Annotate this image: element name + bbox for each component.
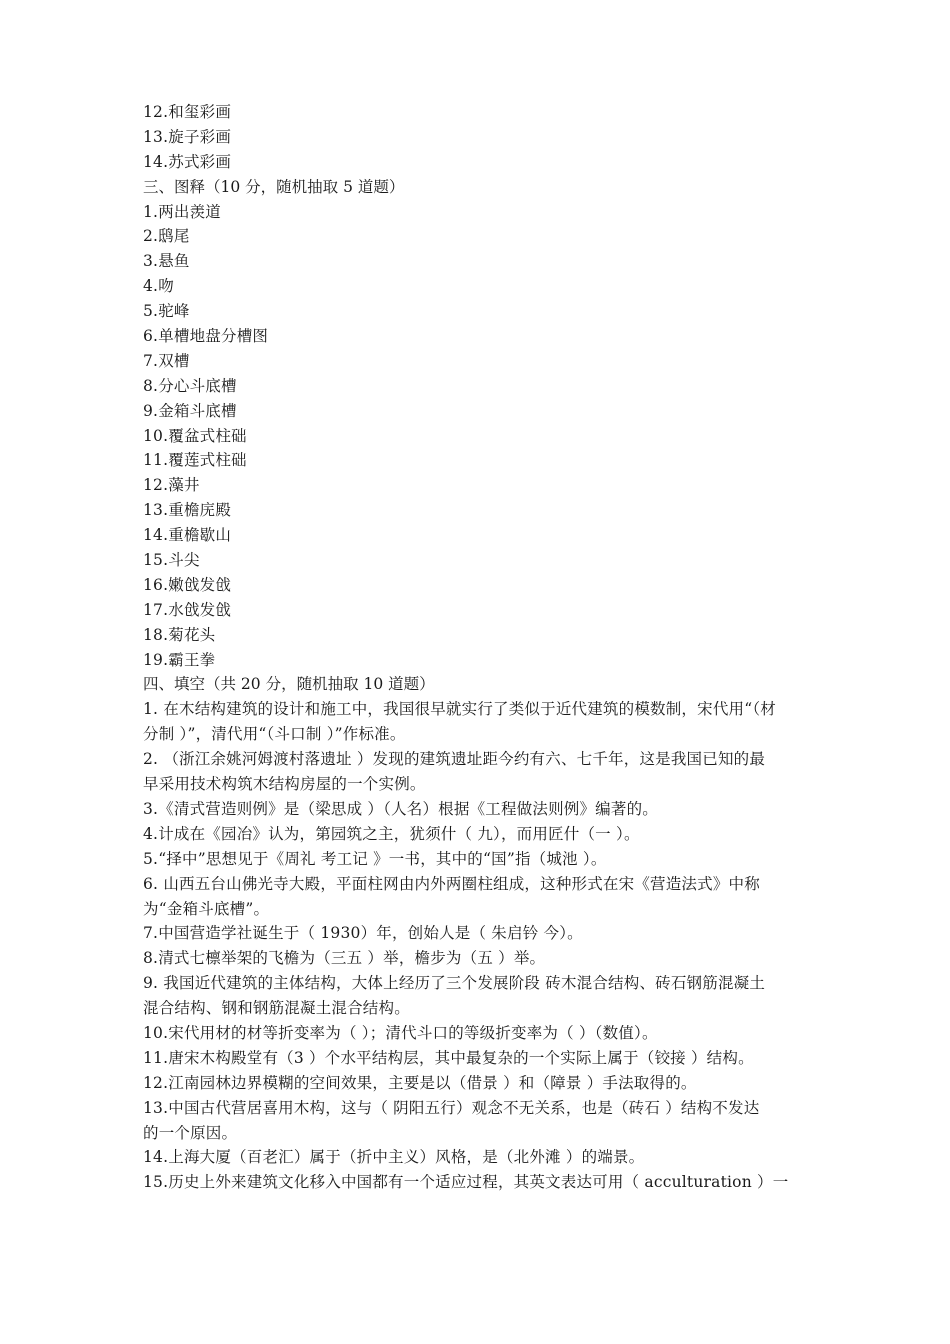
question-line: 9. 我国近代建筑的主体结构，大体上经历了三个发展阶段 砖木混合结构、砖石钢筋混凝土 bbox=[143, 974, 766, 993]
question-line: 14.上海大厦（百老汇）属于（折中主义）风格，是（北外滩 ）的端景。 bbox=[143, 1148, 645, 1167]
list-item: 17.水戗发戗 bbox=[143, 600, 232, 619]
question-line: 13.中国古代营居喜用木构，这与（ 阴阳五行）观念不无关系，也是（砖石 ）结构不发达 bbox=[143, 1098, 760, 1117]
question-line: 15.历史上外来建筑文化移入中国都有一个适应过程，其英文表达可用（ acculturation ）一 bbox=[143, 1173, 789, 1192]
section-illustration bbox=[143, 175, 815, 673]
question-line: 早采用技术构筑木结构房屋的一个实例。 bbox=[143, 775, 426, 794]
list-item: 5.驼峰 bbox=[143, 302, 190, 321]
question-line: 12.江南园林边界模糊的空间效果，主要是以（借景 ）和（障景 ）手法取得的。 bbox=[143, 1073, 697, 1092]
question-line: 分制 ）”，清代用“（斗口制 ）”作标准。 bbox=[143, 725, 406, 744]
list-item: 1.两出羡道 bbox=[143, 202, 221, 221]
list-item: 13.旋子彩画 bbox=[143, 127, 232, 146]
list-item: 2.鸱尾 bbox=[143, 227, 190, 246]
list-item: 8.分心斗底槽 bbox=[143, 376, 237, 395]
list-item: 7.双槽 bbox=[143, 351, 190, 370]
document-page bbox=[143, 100, 815, 1195]
list-item: 12.和玺彩画 bbox=[143, 103, 232, 121]
list-item: 19.霸王拳 bbox=[143, 650, 216, 669]
section-heading: 三、图释（10 分，随机抽取 5 道题） bbox=[143, 177, 405, 196]
question-line: 4.计成在《园冶》认为，第园筑之主，犹须什（ 九），而用匠什（一 ）。 bbox=[143, 824, 640, 843]
list-tail bbox=[143, 100, 815, 175]
question-line: 7.中国营造学社诞生于（ 1930）年，创始人是（ 朱启钤 今）。 bbox=[143, 924, 583, 943]
list-item: 10.覆盆式柱础 bbox=[143, 426, 247, 445]
question-line: 11.唐宋木构殿堂有（3 ）个水平结构层，其中最复杂的一个实际上属于（铰接 ）结构。 bbox=[143, 1048, 754, 1067]
list-item: 3.悬鱼 bbox=[143, 252, 190, 271]
list-item: 4.吻 bbox=[143, 277, 174, 296]
list-item: 9.金箱斗底槽 bbox=[143, 401, 237, 420]
list-item: 16.嫩戗发戗 bbox=[143, 575, 232, 594]
list-item: 6.单槽地盘分槽图 bbox=[143, 327, 269, 346]
list-item: 14.重檐歇山 bbox=[143, 526, 232, 545]
question-line: 1. 在木结构建筑的设计和施工中，我国很早就实行了类似于近代建筑的模数制，宋代用“（材 bbox=[143, 700, 776, 719]
question-line: 为“金箱斗底槽”。 bbox=[143, 899, 270, 918]
section-fill-in bbox=[143, 672, 815, 1195]
section-heading: 四、填空（共 20 分，随机抽取 10 道题） bbox=[143, 675, 435, 694]
list-item: 12.藻井 bbox=[143, 476, 200, 495]
question-line: 的一个原因。 bbox=[143, 1123, 238, 1142]
question-line: 3.《清式营造则例》是（梁思成 ）（人名）根据《工程做法则例》编著的。 bbox=[143, 799, 658, 818]
list-item: 15.斗尖 bbox=[143, 551, 200, 570]
question-line: 5.“择中”思想见于《周礼 考工记 》一书，其中的“国”指（城池 ）。 bbox=[143, 849, 607, 868]
list-item: 11.覆莲式柱础 bbox=[143, 451, 247, 470]
question-line: 8.清式七檩举架的飞檐为（三五 ）举，檐步为（五 ）举。 bbox=[143, 949, 546, 968]
question-line: 10.宋代用材的材等折变率为（ ）；清代斗口的等级折变率为（ ）（数值）。 bbox=[143, 1023, 658, 1042]
list-item: 18.菊花头 bbox=[143, 625, 216, 644]
question-line: 2. （浙江余姚河姆渡村落遗址 ）发现的建筑遗址距今约有六、七千年，这是我国已知的最 bbox=[143, 750, 766, 769]
list-item: 13.重檐庑殿 bbox=[143, 501, 232, 520]
question-line: 6. 山西五台山佛光寺大殿，平面柱网由内外两圈柱组成，这种形式在宋《营造法式》中称 bbox=[143, 874, 760, 893]
list-item: 14.苏式彩画 bbox=[143, 152, 232, 171]
question-line: 混合结构、钢和钢筋混凝土混合结构。 bbox=[143, 999, 410, 1018]
